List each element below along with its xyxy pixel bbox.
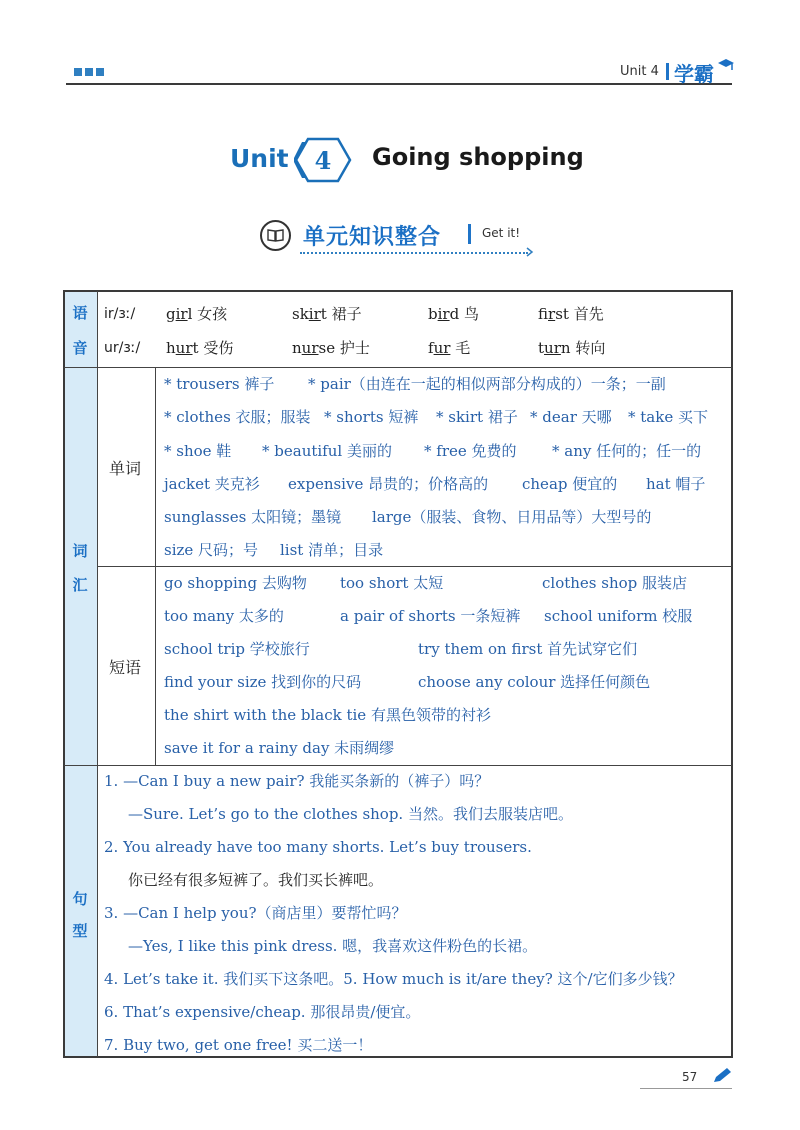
pronunciation-label-1: 语 (72, 304, 88, 322)
banner-separator (468, 224, 471, 244)
vocab-phrase: try them on first 首先试穿它们 (418, 640, 638, 658)
example-word: turn 转向 (538, 339, 606, 357)
vocab-word: * pair（由连在一起的相似两部分构成的）一条；一副 (308, 375, 666, 393)
vocab-word: * trousers 裤子 (164, 375, 275, 393)
vocab-word: large（服装、食物、日用品等）大型号的 (372, 508, 652, 526)
sentence-line: —Yes, I like this pink dress. 嗯，我喜欢这件粉色的长裙。 (128, 937, 538, 955)
vocab-phrase: go shopping 去购物 (164, 574, 307, 592)
vocab-word: * free 免费的 (424, 442, 517, 460)
column-divider (97, 291, 98, 1057)
example-word: skirt 裙子 (292, 305, 362, 323)
pen-icon (712, 1066, 734, 1084)
vocab-phrase: clothes shop 服装店 (542, 574, 688, 592)
vocab-word: * shoe 鞋 (164, 442, 232, 460)
pronunciation-label-2: 音 (72, 339, 88, 357)
vocab-phrase: save it for a rainy day 未雨绸缪 (164, 739, 395, 757)
vocab-word: * dear 天哪 (530, 408, 612, 426)
phoneme: ir/ɜː/ (104, 306, 136, 322)
vocab-word: * any 任何的；任一的 (552, 442, 702, 460)
book-icon (260, 220, 291, 251)
phrases-label: 短语 (109, 658, 142, 677)
unit-title: Going shopping (372, 143, 584, 171)
unit-number: 4 (314, 146, 332, 175)
brand-logo: 学霸 (674, 62, 714, 86)
column-divider (155, 367, 156, 765)
unit-number-badge (294, 136, 352, 184)
vocab-word: * skirt 裙子 (436, 408, 518, 426)
vocab-word: hat 帽子 (646, 475, 706, 493)
header-separator (666, 63, 669, 80)
vocab-word: * beautiful 美丽的 (262, 442, 392, 460)
unit-word: Unit (230, 144, 289, 173)
example-word: hurt 受伤 (166, 339, 234, 357)
vocabulary-label-1: 词 (72, 542, 88, 560)
sentence-line: 你已经有很多短裤了。我们买长裤吧。 (128, 871, 384, 889)
vocab-phrase: school uniform 校服 (544, 607, 693, 625)
banner-underline (300, 252, 528, 254)
vocab-word: cheap 便宜的 (522, 475, 618, 493)
section-tag: Get it! (482, 226, 521, 240)
vocab-word: * shorts 短裤 (324, 408, 419, 426)
vocab-phrase: too short 太短 (340, 574, 444, 592)
sentence-line: —Sure. Let’s go to the clothes shop. 当然。我们去服装店吧。 (128, 805, 573, 823)
row-divider (64, 765, 732, 766)
example-word: nurse 护士 (292, 339, 370, 357)
arrow-right-icon (526, 247, 534, 257)
sentence-line: 2. You already have too many shorts. Let’s buy trousers. (104, 838, 532, 856)
sentence-line: 6. That’s expensive/cheap. 那很昂贵/便宜。 (104, 1003, 421, 1021)
vocab-phrase: a pair of shorts 一条短裤 (340, 607, 521, 625)
vocab-word: * clothes 衣服；服装 (164, 408, 311, 426)
header-unit-label: Unit 4 (620, 64, 659, 79)
sentence-line: 1. —Can I buy a new pair? 我能买条新的（裤子）吗？ (104, 772, 490, 790)
vocab-word: list 清单；目录 (280, 541, 384, 559)
example-word: fur 毛 (428, 339, 471, 357)
row-divider (64, 367, 732, 368)
sentence-line: 7. Buy two, get one free! 买二送一！ (104, 1036, 373, 1054)
page-number: 57 (682, 1070, 698, 1084)
phoneme: ur/ɜː/ (104, 340, 141, 356)
vocab-word: * take 买下 (628, 408, 708, 426)
vocabulary-label-2: 汇 (72, 576, 88, 594)
footer-rule (640, 1088, 732, 1089)
vocab-phrase: the shirt with the black tie 有黑色领带的衬衫 (164, 706, 491, 724)
vocab-phrase: school trip 学校旅行 (164, 640, 310, 658)
vocab-word: expensive 昂贵的；价格高的 (288, 475, 489, 493)
graduation-cap-icon (718, 58, 734, 72)
example-word: bird 鸟 (428, 305, 479, 323)
words-label: 单词 (109, 459, 142, 478)
sentence-line: 3. —Can I help you?（商店里）要帮忙吗？ (104, 904, 407, 922)
sentences-label-1: 句 (72, 890, 88, 908)
sentences-label-2: 型 (72, 922, 88, 940)
vocab-word: sunglasses 太阳镜；墨镜 (164, 508, 342, 526)
vocab-word: jacket 夹克衫 (164, 475, 260, 493)
example-word: girl 女孩 (166, 305, 228, 323)
vocab-phrase: find your size 找到你的尺码 (164, 673, 362, 691)
vocab-phrase: too many 太多的 (164, 607, 284, 625)
sentence-line: 4. Let’s take it. 我们买下这条吧。5. How much is it/are they? 这个/它们多少钱？ (104, 970, 683, 988)
example-word: first 首先 (538, 305, 604, 323)
vocab-word: size 尺码；号 (164, 541, 259, 559)
vocab-phrase: choose any colour 选择任何颜色 (418, 673, 651, 691)
section-title: 单元知识整合 (303, 225, 442, 250)
header-decoration (74, 68, 104, 76)
header-rule (66, 83, 732, 85)
row-divider (98, 566, 732, 567)
